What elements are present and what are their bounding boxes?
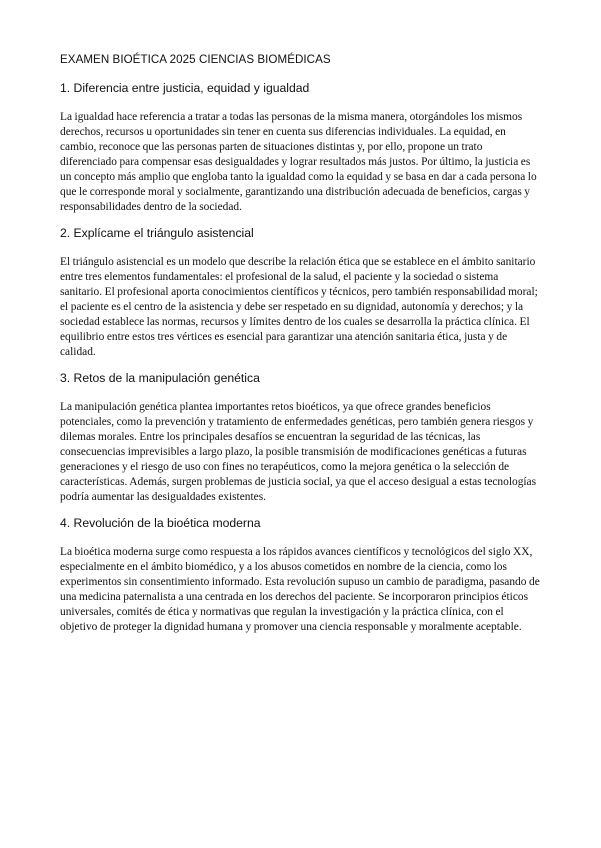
document-title: EXAMEN BIOÉTICA 2025 CIENCIAS BIOMÉDICAS [60,53,331,66]
section-1-body: La igualdad hace referencia a tratar a todas las personas de la misma manera, otorgándoles los mismos derechos, recursos u oportunidades sin tener en cuenta sus diferencias individuales. La equidad, en cambio, reconoce que las personas parten de situaciones distintas y, por ello, propone un trato diferenciado para compensar esas desigualdades y lograr resultados más justos. Por último, la justicia es un concepto más amplio que engloba tanto la igualdad como la equidad y se basa en dar a cada persona lo que le corresponde moral y socialmente, garantizando una distribución adecuada de beneficios, cargas y responsabilidades dentro de la sociedad. [60,111,537,213]
section-1-heading: 1. Diferencia entre justicia, equidad y igualdad [60,81,310,95]
section-3-heading: 3. Retos de la manipulación genética [60,371,260,385]
section-4-body: La bioética moderna surge como respuesta a los rápidos avances científicos y tecnológicos del siglo XX, especialmente en el ámbito biomédico, y a los abusos cometidos en nombre de la ciencia, como los experimentos sin consentimiento informado. Esta revolución supuso un cambio de paradigma, pasando de una medicina paternalista a una centrada en los derechos del paciente. Se incorporaron principios éticos universales, comités de ética y normativas que regulan la investigación y la práctica clínica, con el objetivo de proteger la dignidad humana y promover una ciencia responsable y moralmente aceptable. [60,546,540,633]
section-2-body: El triángulo asistencial es un modelo que describe la relación ética que se establece en el ámbito sanitario entre tres elementos fundamentales: el profesional de la salud, el paciente y la sociedad o sistema sanitario. El profesional aporta conocimientos científicos y técnicos, pero también responsabilidad moral; el paciente es el centro de la asistencia y debe ser respetado en su dignidad, autonomía y derechos; y la sociedad establece las normas, recursos y límites dentro de los cuales se desarrolla la práctica clínica. El equilibrio entre estos tres vértices es esencial para garantizar una atención sanitaria ética, justa y de calidad. [60,256,538,358]
section-2-heading: 2. Explícame el triángulo asistencial [60,226,254,240]
section-4-heading: 4. Revolución de la bioética moderna [60,516,261,530]
section-3-body: La manipulación genética plantea importantes retos bioéticos, ya que ofrece grandes beneficios potenciales, como la prevención y tratamiento de enfermedades genéticas, pero también genera riesgos y dilemas morales. Entre los principales desafíos se encuentran la seguridad de las técnicas, las consecuencias imprevisibles a largo plazo, la posible transmisión de modificaciones genéticas a futuras generaciones y el riesgo de uso con fines no terapéuticos, como la mejora genética o la selección de características. Además, surgen problemas de justicia social, ya que el acceso desigual a estas tecnologías podría aumentar las desigualdades existentes. [60,401,537,503]
